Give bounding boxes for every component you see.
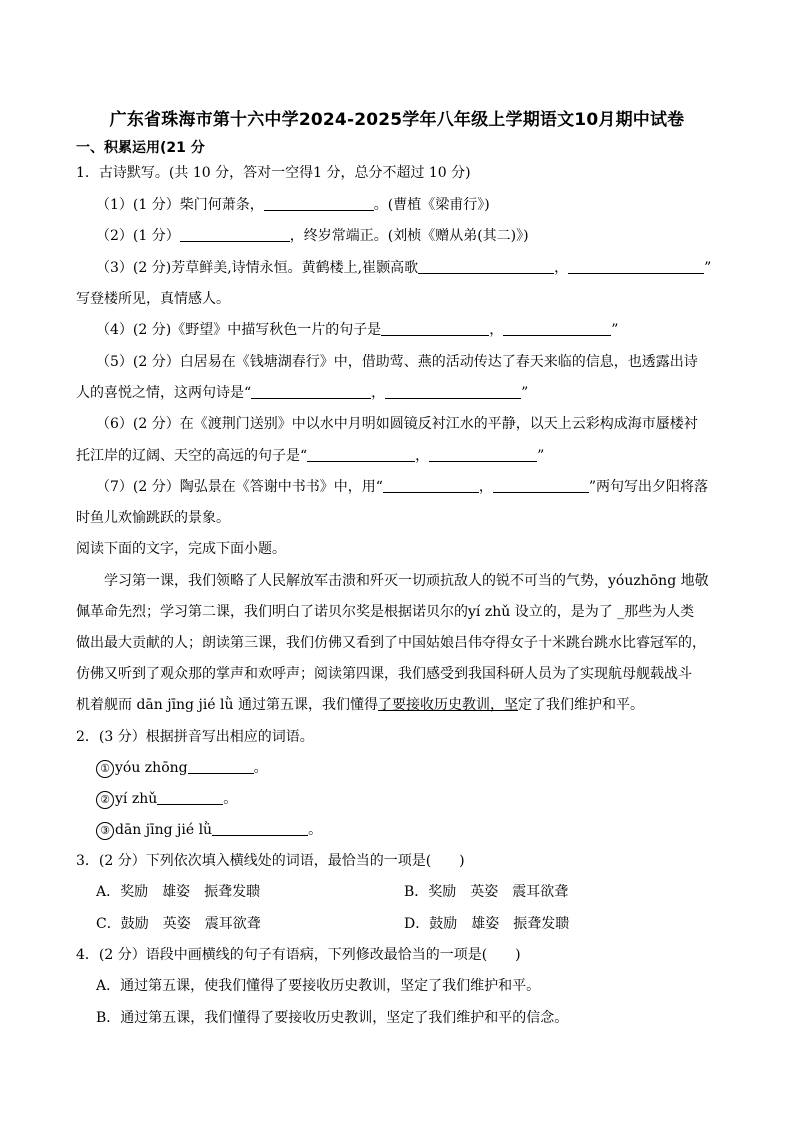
comma: ，: [415, 448, 430, 464]
q1-item-5-text: 人的喜悦之情，这两句诗是“: [76, 385, 252, 401]
q1-item-2-label: （2）(1 分）: [96, 228, 180, 244]
q1-item-6-text: 托江岸的辽阔、天空的高远的句子是“: [76, 448, 308, 464]
answer-blank[interactable]: [385, 384, 521, 399]
circled-number: ①: [96, 760, 114, 778]
reading-instruction: 阅读下面的文字，完成下面小题。: [76, 541, 286, 557]
underlined-sentence: 了要接收历史教训，坚: [377, 697, 518, 713]
quote-mark: ”: [521, 385, 529, 401]
q1-item-1-source: 。(曹植《梁甫行》): [373, 197, 490, 213]
period: 。: [308, 822, 323, 838]
q1-item-3: [96, 258, 711, 278]
pinyin: dān jīng jié lǜ: [115, 822, 213, 838]
q1-item-1: [96, 195, 490, 215]
q3-option-b[interactable]: B．奖励 英姿 震耳欲聋: [404, 884, 569, 900]
answer-blank[interactable]: [568, 259, 704, 274]
q4-option-a[interactable]: A．通过第五课，使我们懂得了要接收历史教训，坚定了我们维护和平。: [96, 978, 541, 994]
passage-line-4: 仿佛又听到了观众那的掌声和欢呼声；阅读第四课，我们感受到我国科研人员为了实现航母舰载战斗: [76, 666, 692, 682]
comma: ，: [478, 479, 493, 495]
answer-blank[interactable]: [188, 759, 254, 774]
q2-item-2: [96, 789, 237, 809]
answer-blank[interactable]: [264, 196, 374, 211]
answer-blank[interactable]: [493, 478, 589, 493]
quote-mark: ”: [537, 448, 545, 464]
quote-mark: ”: [704, 260, 712, 276]
pinyin: yí zhǔ: [115, 791, 158, 807]
q1-item-2: [96, 226, 529, 246]
page-title: 广东省珠海市第十六中学2024-2025学年八年级上学期语文10月期中试卷: [109, 110, 685, 130]
answer-blank[interactable]: [212, 821, 308, 836]
comma: ，: [554, 260, 569, 276]
answer-blank[interactable]: [503, 321, 611, 336]
q1-item-6: （6）(2 分）在《渡荆门送别》中以水中月明如圆镜反衬江水的平静，以天上云彩构成海市蜃楼衬: [96, 416, 698, 432]
comma: ，: [489, 322, 504, 338]
q4-option-b[interactable]: B．通过第五课，我们懂得了要接收历史教训，坚定了我们维护和平的信念。: [96, 1010, 569, 1026]
q3-option-a[interactable]: A．奖励 雄姿 振聋发聩: [96, 884, 261, 900]
q1-item-7: [96, 477, 708, 497]
q1-item-5: （5）(2 分）白居易在《钱塘湖春行》中，借助莺、燕的活动传达了春天来临的信息，也透露出诗: [96, 354, 698, 370]
passage-line-5-start: 机着舰而 dān jīng jié lǜ 通过第五课，我们懂得: [76, 697, 378, 713]
passage-line-3: 做出最大贡献的人；朗读第三课，我们仿佛又看到了中国姑娘吕伟夺得女子十米跳台跳水比睿冠军的，: [76, 635, 706, 651]
q1-item-7-cont: 时鱼儿欢愉跳跃的景象。: [76, 510, 230, 526]
pinyin: yóu zhōng: [115, 760, 188, 776]
passage-line-1: 学习第一课，我们领略了人民解放军击溃和歼灭一切顽抗敌人的锐不可当的气势，yóuzhōng 地敬: [104, 573, 709, 589]
answer-blank[interactable]: [429, 447, 537, 462]
period: 。: [223, 791, 238, 807]
answer-blank[interactable]: [381, 321, 489, 336]
circled-number: ②: [96, 791, 114, 809]
q1-item-1-text: （1）(1 分）柴门何萧条，: [96, 197, 264, 213]
period: 。: [253, 760, 268, 776]
quote-mark: ”: [611, 322, 619, 338]
passage-line-2: 佩革命先烈；学习第二课，我们明白了诺贝尔奖是根据诺贝尔的yí zhǔ 设立的，是为了 _那些为人类: [76, 604, 695, 620]
comma: ，: [371, 385, 386, 401]
q1-item-2-source: ，终岁常端正。(刘桢《赠从弟(其二)》): [289, 228, 529, 244]
q3-option-d[interactable]: D．鼓励 雄姿 振聋发聩: [404, 916, 570, 932]
q2-item-3: [96, 820, 322, 840]
answer-blank[interactable]: [180, 227, 290, 242]
q3-option-c[interactable]: C．鼓励 英姿 震耳欲聋: [96, 916, 261, 932]
question-4-stem: 4．(2 分）语段中画横线的句子有语病，下列修改最恰当的一项是( ): [76, 947, 521, 963]
section-heading: 一、积累运用(21 分: [76, 140, 205, 156]
passage-line-5: [76, 695, 644, 715]
q1-item-3-text: （3）(2 分)芳草鲜美,诗情永恒。黄鹤楼上,崔颢高歌: [96, 260, 419, 276]
q1-item-7-tail: ”两句写出夕阳将落: [588, 479, 709, 495]
q2-item-1: [96, 758, 268, 778]
answer-blank[interactable]: [383, 478, 479, 493]
passage-line-5-end: 定了我们维护和平。: [517, 697, 644, 713]
circled-number: ③: [96, 822, 114, 840]
question-2-stem: 2．(3 分）根据拼音写出相应的词语。: [76, 729, 314, 745]
question-1-stem: 1．古诗默写。(共 10 分，答对一空得1 分，总分不超过 10 分): [76, 165, 471, 181]
q1-item-4: [96, 320, 618, 340]
answer-blank[interactable]: [157, 790, 223, 805]
q1-item-3-cont: 写登楼所见，真情感人。: [76, 291, 230, 307]
q1-item-6-cont: [76, 446, 544, 466]
q1-item-4-text: （4）(2 分)《野望》中描写秋色一片的句子是: [96, 322, 382, 338]
answer-blank[interactable]: [418, 259, 554, 274]
q1-item-7-text: （7）(2 分）陶弘景在《答谢中书书》中，用“: [96, 479, 383, 495]
q1-item-5-cont: [76, 383, 528, 403]
answer-blank[interactable]: [251, 384, 371, 399]
question-3-stem: 3．(2 分）下列依次填入横线处的词语，最恰当的一项是( ): [76, 853, 465, 869]
answer-blank[interactable]: [307, 447, 415, 462]
